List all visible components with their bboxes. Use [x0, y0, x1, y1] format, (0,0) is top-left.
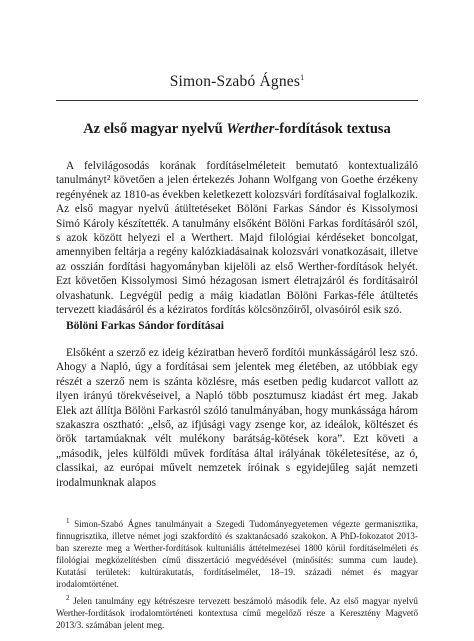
- footnote-2-mark: 2: [66, 594, 70, 603]
- author-name: Simon-Szabó Ágnes: [169, 73, 301, 91]
- footnote-1: [56, 516, 418, 590]
- header-rule: [56, 100, 418, 101]
- main-paragraph: Elsőként a szerző ez ideig kéziratban heverő fordítói munkásságáról lesz szó. Ahogy a Napló, úgy a fordításai sem jelentek meg életében, az utóbbiak egy részét a szerző nem is szánta közlésre, más esetben pedig kudarcot vallott az ilyen irányú törekvéseivel, a Napló több posztumusz kiadást ért meg. Jakab Elek azt állítja Bölöni Farkasról szóló tanulmányában, hogy munkássága három szakaszra osztható: „első, az ifjúsági vagy zsenge kor, az ideálok, költészet és örök tartamúaknak vélt mulékony barátság-kötések kora”. Ezt követi a „második, jeles külföldi művek fordítása által irályának tökéletesítése, az ó, classikai, az európai művelt nemzetek íróinak s egyidejűleg saját nemzeti irodalmunknak alapos: [56, 347, 418, 489]
- title-after: -fordítások textusa: [274, 121, 391, 137]
- author-footnote-mark: 1: [300, 73, 305, 82]
- footnotes: [56, 516, 418, 635]
- section-heading: Bölöni Farkas Sándor fordításai: [66, 320, 224, 332]
- intro-paragraph: A felvilágosodás korának fordításelméleteit bemutató kontextualizáló tanulmányt² követően a jelen értekezés Johann Wolfgang von Goethe érzékeny regényének az 1810-as években keletkezett kolozsvári fordításaival foglalkozik. Az első magyar nyelvű átültetéseket Bölöni Farkas Sándor és Kissolymosi Simó Károly készítették. A tanulmány elsőként Bölöni Farkas fordításáról szól, s azok között helyezi el a Werthert. Majd filológiai kérdéseket boncolgat, amennyiben feltárja a regény kalózkiadásainak kolozsvári vonatkozásait, illetve az osszián fordítási hagyományban kijelöli az első Werther-fordítások helyét. Ezt követően Kissolymosi Simó hézagosan ismert életrajzáról és fordításairól olvashatunk. Legvégül pedig a máig kiadatlan Bölöni Farkas-féle átültetés tervezett kiadásáról és a kéziratos fordítás kölcsönzőiről, olvasóiról esik szó.: [56, 160, 418, 317]
- footnote-2: [56, 593, 418, 632]
- intro-section: [56, 159, 418, 317]
- author-line: [0, 73, 474, 91]
- main-section: [56, 346, 418, 490]
- title-italic: Werther: [226, 121, 275, 137]
- footnote-2-text: Jelen tanulmány egy kétrészesre tervezett beszámoló második fele. Az első magyar nyelvű Werther-fordítások irodalomtörténeti kontextusa című megelőző része a Keresztény Magvető 2013/3. számában jelent meg.: [56, 596, 418, 631]
- footnote-1-text: Simon-Szabó Ágnes tanulmányait a Szegedi Tudományegyetemen végezte germanisztika, finnugrisztika, illetve német jogi szakfordító és szaktanácsadó szakokon. A PhD-fokozatot 2013-ban szerezte meg a Werther-fordítások kultuniális áttételmezései 1800 körül fordításelméleti és filológiai megközelítésben című disszertáció megvédésével (minősítés: summa cum laude). Kutatási területek: kultúrakutatás, fordításelmélet, 18–19. századi német és magyar irodalomtörténet.: [56, 519, 418, 589]
- title-before: Az első magyar nyelvű: [83, 121, 227, 137]
- article-title: [0, 121, 474, 138]
- footnote-1-mark: 1: [66, 517, 70, 525]
